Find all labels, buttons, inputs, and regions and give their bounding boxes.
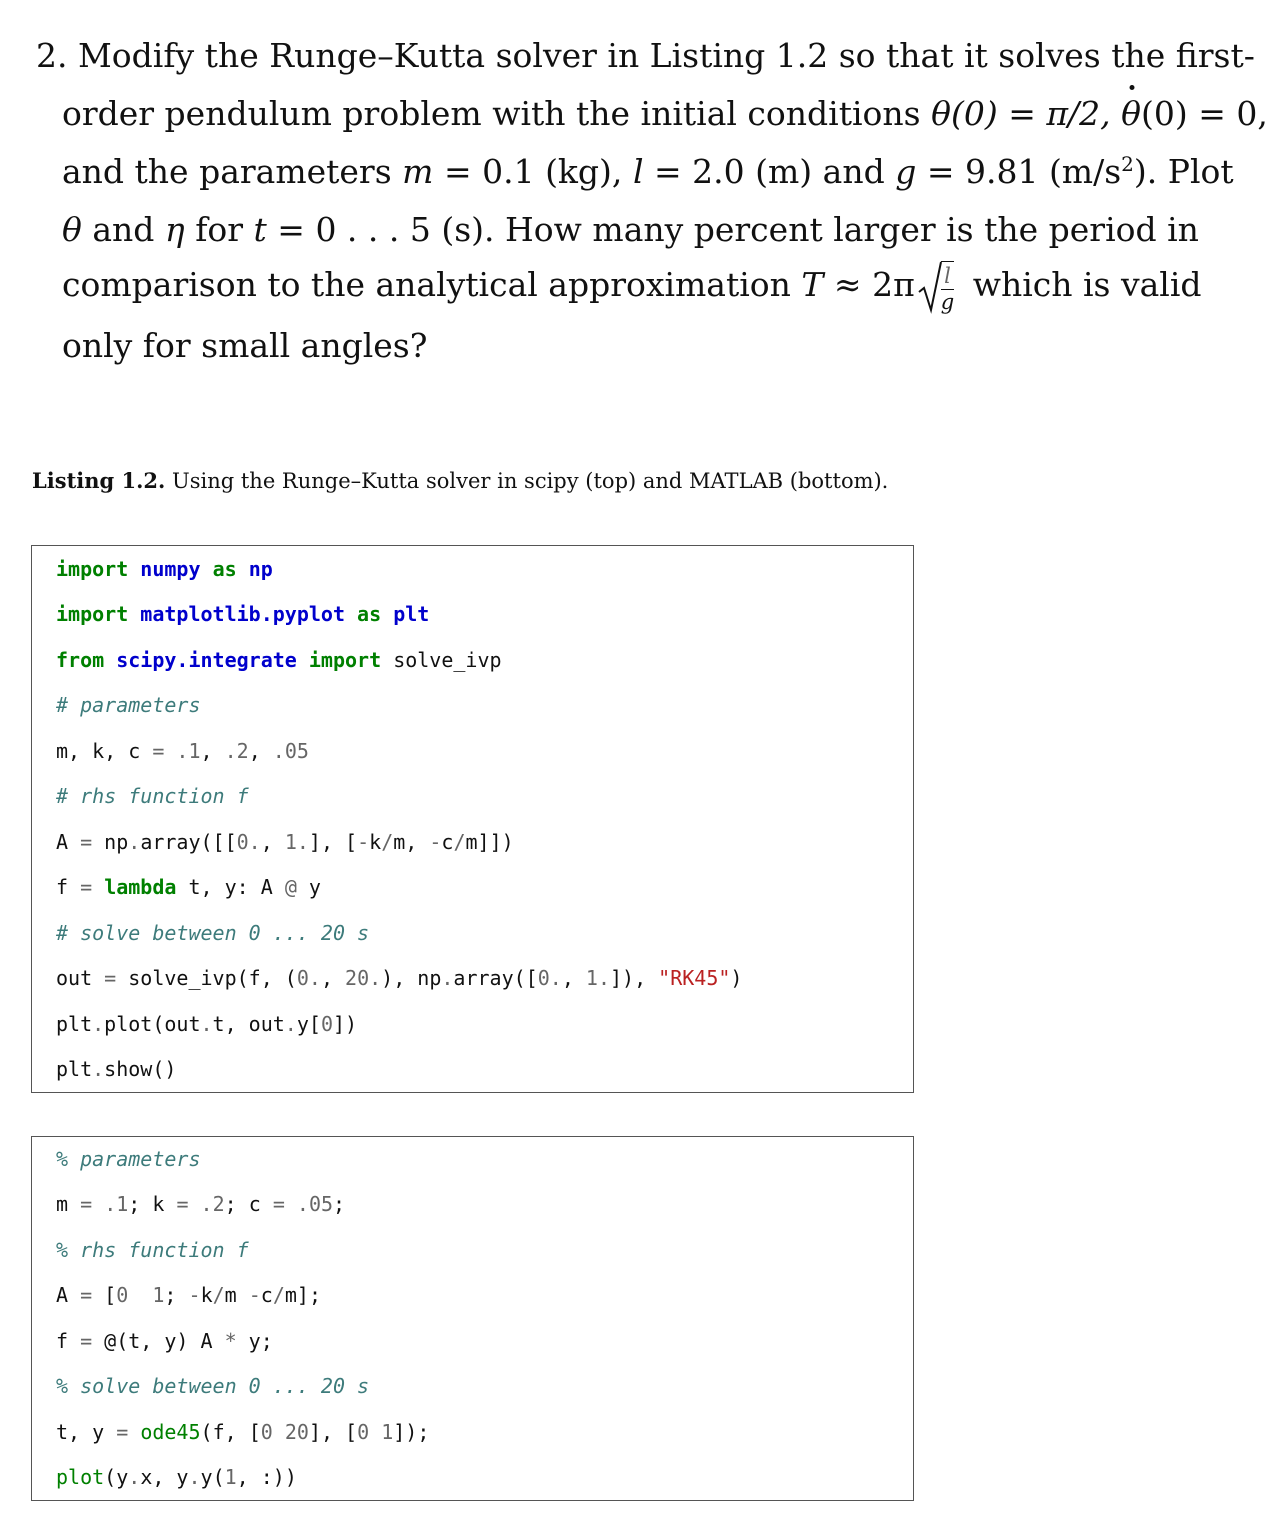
problem-text: and [81, 210, 165, 249]
python-code-box [31, 545, 914, 1093]
code-line: plot(y.x, y.y(1, :)) [56, 1465, 297, 1489]
problem-text: Modify the Runge–Kutta solver in Listing 1.2 so that it solves the first- [78, 36, 1255, 75]
problem-text: (m) and [755, 152, 885, 191]
code-line: f = @(t, y) A * y; [56, 1329, 273, 1353]
math-approx: ≈ 2π [823, 265, 915, 304]
sqrt-symbol [917, 260, 943, 314]
math-m: m [402, 152, 434, 191]
math-theta-dot: θ [1121, 94, 1141, 133]
problem-line-6 [62, 326, 427, 365]
math-eta: η [164, 210, 185, 249]
math-theta: θ [62, 210, 82, 249]
code-line: t, y = ode45(f, [0 20], [0 1]); [56, 1420, 430, 1444]
problem-line-5 [62, 260, 1202, 314]
problem-text: comparison to the analytical approximation [62, 265, 791, 304]
math-l-value: = 2.0 [643, 152, 756, 191]
code-line: from scipy.integrate import solve_ivp [56, 648, 502, 672]
math-t-range: = 0 . . . 5 [266, 210, 442, 249]
code-comment: # parameters [56, 693, 201, 717]
code-line: import numpy as np [56, 557, 273, 581]
problem-text: which is valid [972, 265, 1202, 304]
problem-text: ). Plot [1133, 152, 1234, 191]
code-line: plt.plot(out.t, out.y[0]) [56, 1012, 358, 1036]
code-line: out = solve_ivp(f, (0., 20.), np.array([0., 1.]), "RK45") [56, 966, 743, 990]
problem-text: (kg), [545, 152, 623, 191]
math-g: g [895, 152, 917, 191]
code-comment: % rhs function f [56, 1238, 249, 1262]
fraction-denominator: g [940, 290, 955, 314]
problem-text: for [184, 210, 254, 249]
fraction-numerator: l [941, 266, 954, 290]
problem-number: 2. [36, 36, 68, 75]
math-T: T [801, 265, 824, 304]
problem-text: (s). How many percent larger is the period in [441, 210, 1199, 249]
code-comment: % parameters [56, 1147, 201, 1171]
code-comment: # rhs function f [56, 784, 249, 808]
code-line: import matplotlib.pyplot as plt [56, 602, 430, 626]
matlab-code-box [31, 1136, 914, 1501]
superscript: 2 [1121, 152, 1134, 176]
listing-caption [32, 468, 888, 493]
code-line: m = .1; k = .2; c = .05; [56, 1192, 346, 1216]
problem-text: only for small angles? [62, 326, 428, 365]
code-line: A = np.array([[0., 1.], [-k/m, -c/m]]) [56, 830, 514, 854]
listing-caption-text: Using the Runge–Kutta solver in scipy (top) and MATLAB (bottom). [165, 469, 889, 493]
problem-text: (m/s [1048, 152, 1122, 191]
math-l: l [632, 152, 644, 191]
math-t: t [253, 210, 267, 249]
code-comment: % solve between 0 ... 20 s [56, 1374, 370, 1398]
dot-accent [1130, 85, 1135, 90]
code-line: f = lambda t, y: A @ y [56, 875, 321, 899]
math-initial-theta-dot: (0) = 0, [1141, 94, 1268, 133]
problem-line-4 [62, 210, 1199, 249]
listing-label: Listing 1.2. [32, 468, 166, 493]
code-line: A = [0 1; -k/m -c/m]; [56, 1283, 322, 1307]
problem-text: order pendulum problem with the initial conditions [62, 94, 921, 133]
fraction-l-over-g [941, 261, 954, 313]
problem-line-3 [62, 152, 1234, 191]
code-line: plt.show() [56, 1057, 177, 1081]
math-g-value: = 9.81 [916, 152, 1049, 191]
problem-line-1 [36, 36, 1255, 75]
math-initial-theta: θ(0) = π/2, [931, 94, 1111, 133]
problem-text: and the parameters [62, 152, 392, 191]
problem-line-2 [62, 94, 1268, 133]
code-comment: # solve between 0 ... 20 s [56, 921, 370, 945]
math-m-value: = 0.1 [433, 152, 546, 191]
code-line: m, k, c = .1, .2, .05 [56, 739, 309, 763]
